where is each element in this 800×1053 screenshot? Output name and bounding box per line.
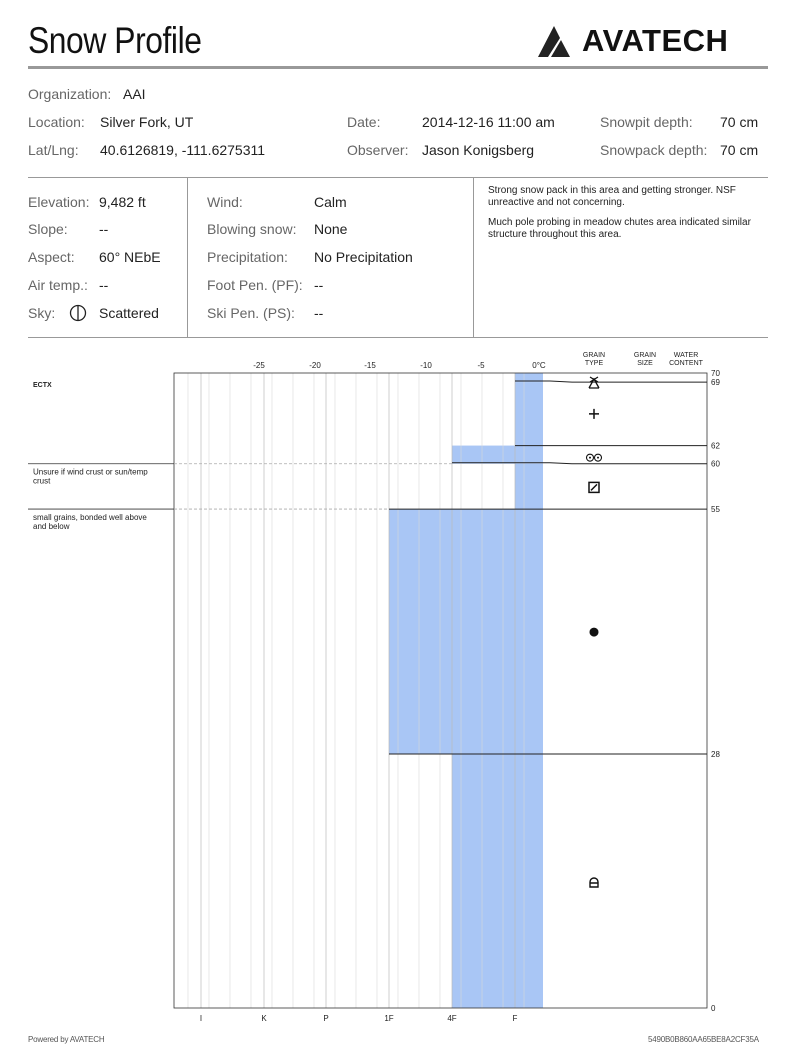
slope-value: --	[99, 221, 109, 237]
hardness-bar-1	[515, 382, 543, 445]
foot-pen-label: Foot Pen. (PF):	[207, 277, 303, 293]
ski-pen-value: --	[314, 305, 324, 321]
layer-boundary-69	[515, 381, 707, 382]
hardness-bar-4	[389, 509, 543, 754]
comment-paragraph-2: Much pole probing in meadow chutes area indicated similar structure throughout this area.	[488, 217, 751, 240]
hardness-tick-label: K	[261, 1014, 267, 1023]
document-code: 5490B0B860AA65BE8A2CF35A	[648, 1035, 759, 1044]
date-value: 2014-12-16 11:00 am	[422, 114, 555, 130]
hardness-tick-label: F	[512, 1014, 518, 1023]
ski-pen-label: Ski Pen. (PS):	[207, 305, 295, 321]
temperature-tick-label: -20	[309, 361, 321, 370]
precipitation-label: Precipitation:	[207, 249, 288, 265]
brand-name: AVATECH	[582, 23, 729, 58]
snowpack-depth-value: 70 cm	[720, 142, 759, 158]
hardness-tick-label: 4F	[447, 1014, 457, 1023]
aspect-label: Aspect:	[28, 249, 75, 265]
latlng-value: 40.6126819, -111.6275311	[100, 142, 266, 158]
depth-hoar-icon	[590, 878, 598, 887]
location-value: Silver Fork, UT	[100, 114, 194, 130]
depth-label: 28	[711, 750, 720, 759]
header-divider	[28, 66, 768, 69]
grain-size-header: SIZE	[637, 360, 653, 367]
stability-test-label: ECTX	[33, 382, 52, 389]
snowpit-depth-value: 70 cm	[720, 114, 759, 130]
comments	[488, 185, 780, 249]
water-content-header: WATER	[673, 352, 699, 359]
annotation-text: Unsure if wind crust or sun/temp	[33, 467, 148, 477]
wind-label: Wind:	[207, 194, 243, 210]
hardness-bar-5	[452, 754, 543, 1008]
grain-type-header: GRAIN	[582, 352, 606, 359]
rounded-grains-icon	[590, 628, 599, 637]
hardness-bar-2	[452, 446, 543, 464]
info-divider	[28, 177, 768, 178]
water-content-header: CONTENT	[669, 360, 703, 367]
elevation-label: Elevation:	[28, 194, 90, 210]
wind-value: Calm	[314, 194, 347, 210]
depth-label: 60	[711, 459, 720, 469]
observer-value: Jason Konigsberg	[422, 142, 535, 158]
scattered-sky-icon	[69, 304, 87, 322]
date-label: Date:	[347, 114, 381, 130]
organization-label: Organization:	[28, 86, 112, 102]
organization-value: AAI	[123, 86, 146, 102]
depth-label: 62	[711, 441, 720, 451]
depth-label: 0	[711, 1004, 716, 1013]
depth-label: 70	[711, 369, 720, 378]
temperature-tick-label: 0°C	[532, 361, 546, 370]
grain-type-header: TYPE	[584, 360, 604, 367]
sky-value: Scattered	[99, 305, 159, 321]
elevation-value: 9,482 ft	[99, 194, 146, 210]
snow-profile-chart	[0, 340, 800, 1030]
temperature-tick-label: -5	[477, 361, 485, 370]
air-temp-label: Air temp.:	[28, 277, 88, 293]
depth-label: 69	[711, 378, 720, 388]
precipitation-value: No Precipitation	[314, 249, 413, 265]
blowing-snow-value: None	[314, 221, 348, 237]
latlng-label: Lat/Lng:	[28, 142, 79, 158]
page-title: Snow Profile	[28, 20, 202, 61]
observer-label: Observer:	[347, 142, 409, 158]
melt-forms-icon	[597, 457, 599, 459]
depth-label: 55	[711, 505, 720, 515]
snowpack-depth-label: Snowpack depth:	[600, 142, 708, 158]
slope-label: Slope:	[28, 221, 68, 237]
avatech-triangle-icon	[538, 24, 578, 58]
melt-forms-icon	[589, 457, 591, 459]
temperature-tick-label: -10	[420, 361, 432, 370]
hardness-tick-label: I	[199, 1014, 203, 1023]
foot-pen-value: --	[314, 277, 324, 293]
hardness-bar-3	[515, 464, 543, 509]
hardness-tick-label: P	[323, 1014, 329, 1023]
temperature-tick-label: -15	[364, 361, 376, 370]
snowpit-depth-label: Snowpit depth:	[600, 114, 693, 130]
avatech-logo	[538, 22, 770, 62]
sky-label: Sky:	[28, 305, 56, 321]
location-label: Location:	[28, 114, 85, 130]
annotation-text: crust	[33, 476, 51, 486]
air-temp-value: --	[99, 277, 109, 293]
grain-size-header: GRAIN	[633, 352, 657, 359]
conditions-bottom-divider	[28, 337, 768, 338]
hardness-tick-label: 1F	[384, 1014, 394, 1023]
precipitation-particles-icon	[589, 409, 599, 419]
conditions-divider-2	[473, 177, 474, 337]
conditions-divider-1	[187, 177, 188, 337]
powered-by: Powered by AVATECH	[28, 1035, 105, 1044]
aspect-value: 60° NEbE	[99, 249, 161, 265]
blowing-snow-label: Blowing snow:	[207, 221, 297, 237]
annotation-text: small grains, bonded well above	[33, 513, 147, 523]
temperature-tick-label: -25	[253, 361, 265, 370]
annotation-text: and below	[33, 522, 70, 532]
comment-paragraph-1: Strong snow pack in this area and getting stronger. NSF unreactive and not concerning.	[488, 185, 736, 208]
faceted-rounded-icon	[591, 484, 597, 490]
